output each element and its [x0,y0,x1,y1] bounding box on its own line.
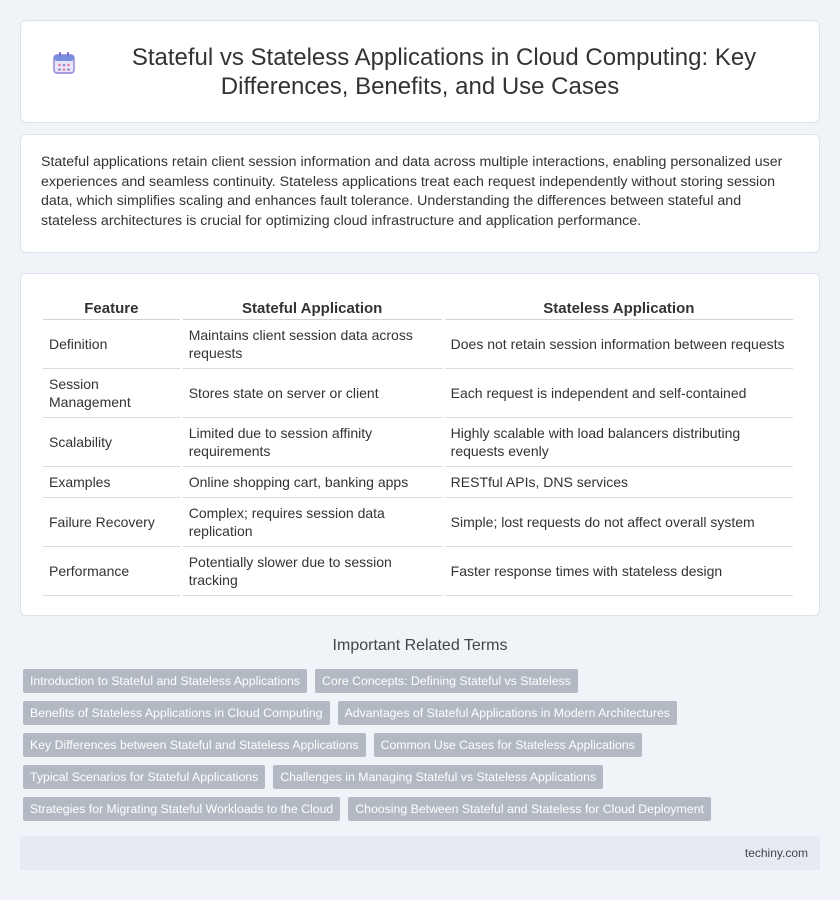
table-row [43,320,793,369]
table-cell: Failure Recovery [43,498,180,547]
calendar-icon [51,50,77,76]
intro-card [20,134,820,253]
table-cell: Definition [43,320,180,369]
table-cell: Simple; lost requests do not affect overall system [445,498,793,547]
table-row [43,418,793,467]
table-cell: Highly scalable with load balancers distributing requests evenly [445,418,793,467]
table-cell: Stores state on server or client [183,369,442,418]
table-cell: Complex; requires session data replication [183,498,442,547]
footer [20,836,820,870]
related-term-link[interactable]: Typical Scenarios for Stateful Applications [23,765,265,789]
table-cell: Examples [43,467,180,498]
table-cell: Limited due to session affinity requirements [183,418,442,467]
table-cell: Maintains client session data across requests [183,320,442,369]
table-cell: Potentially slower due to session tracking [183,547,442,596]
tag-row [23,797,823,821]
table-row [43,369,793,418]
tag-row [23,701,823,725]
related-term-link[interactable]: Key Differences between Stateful and Stateless Applications [23,733,366,757]
table-cell: Scalability [43,418,180,467]
comparison-card [20,273,820,616]
header-stateless: Stateless Application [445,294,793,320]
table-cell: Session Management [43,369,180,418]
table-cell: Does not retain session information between requests [445,320,793,369]
table-cell: Faster response times with stateless design [445,547,793,596]
title-card [20,20,820,123]
related-term-link[interactable]: Benefits of Stateless Applications in Cloud Computing [23,701,330,725]
title-wrap [61,43,779,101]
header-stateful: Stateful Application [183,294,442,320]
table-cell: Each request is independent and self-contained [445,369,793,418]
table-cell: Online shopping cart, banking apps [183,467,442,498]
table-row [43,467,793,498]
related-term-link[interactable]: Core Concepts: Defining Stateful vs Stateless [315,669,578,693]
comparison-table [40,294,796,596]
page-title: Stateful vs Stateless Applications in Cloud Computing: Key Differences, Benefits, and Use Cases [131,43,757,100]
related-term-link[interactable]: Challenges in Managing Stateful vs Stateless Applications [273,765,603,789]
related-term-link[interactable]: Advantages of Stateful Applications in Modern Architectures [338,701,677,725]
related-term-link[interactable]: Common Use Cases for Stateless Applications [374,733,642,757]
table-cell: Performance [43,547,180,596]
header-feature: Feature [43,294,180,320]
table-cell: RESTful APIs, DNS services [445,467,793,498]
related-term-link[interactable]: Choosing Between Stateful and Stateless for Cloud Deployment [348,797,711,821]
footer-site-link[interactable]: techiny.com [744,846,808,860]
table-header-row [43,294,793,320]
tag-row [23,765,823,789]
tag-row [23,669,823,693]
intro-paragraph: Stateful applications retain client session information and data across multiple interactions, enabling personalized user experiences and seamless continuity. Stateless applications treat each request independently without storing session data, which simplifies scaling and enhances fault tolerance. Understanding the differences between stateful and stateless architectures is crucial for optimizing cloud infrastructure and application performance. [41,154,783,229]
related-terms-title: Important Related Terms [332,637,508,654]
related-terms-list [23,669,823,829]
related-term-link[interactable]: Strategies for Migrating Stateful Workloads to the Cloud [23,797,340,821]
related-term-link[interactable]: Introduction to Stateful and Stateless Applications [23,669,307,693]
table-row [43,498,793,547]
tag-row [23,733,823,757]
table-row [43,547,793,596]
